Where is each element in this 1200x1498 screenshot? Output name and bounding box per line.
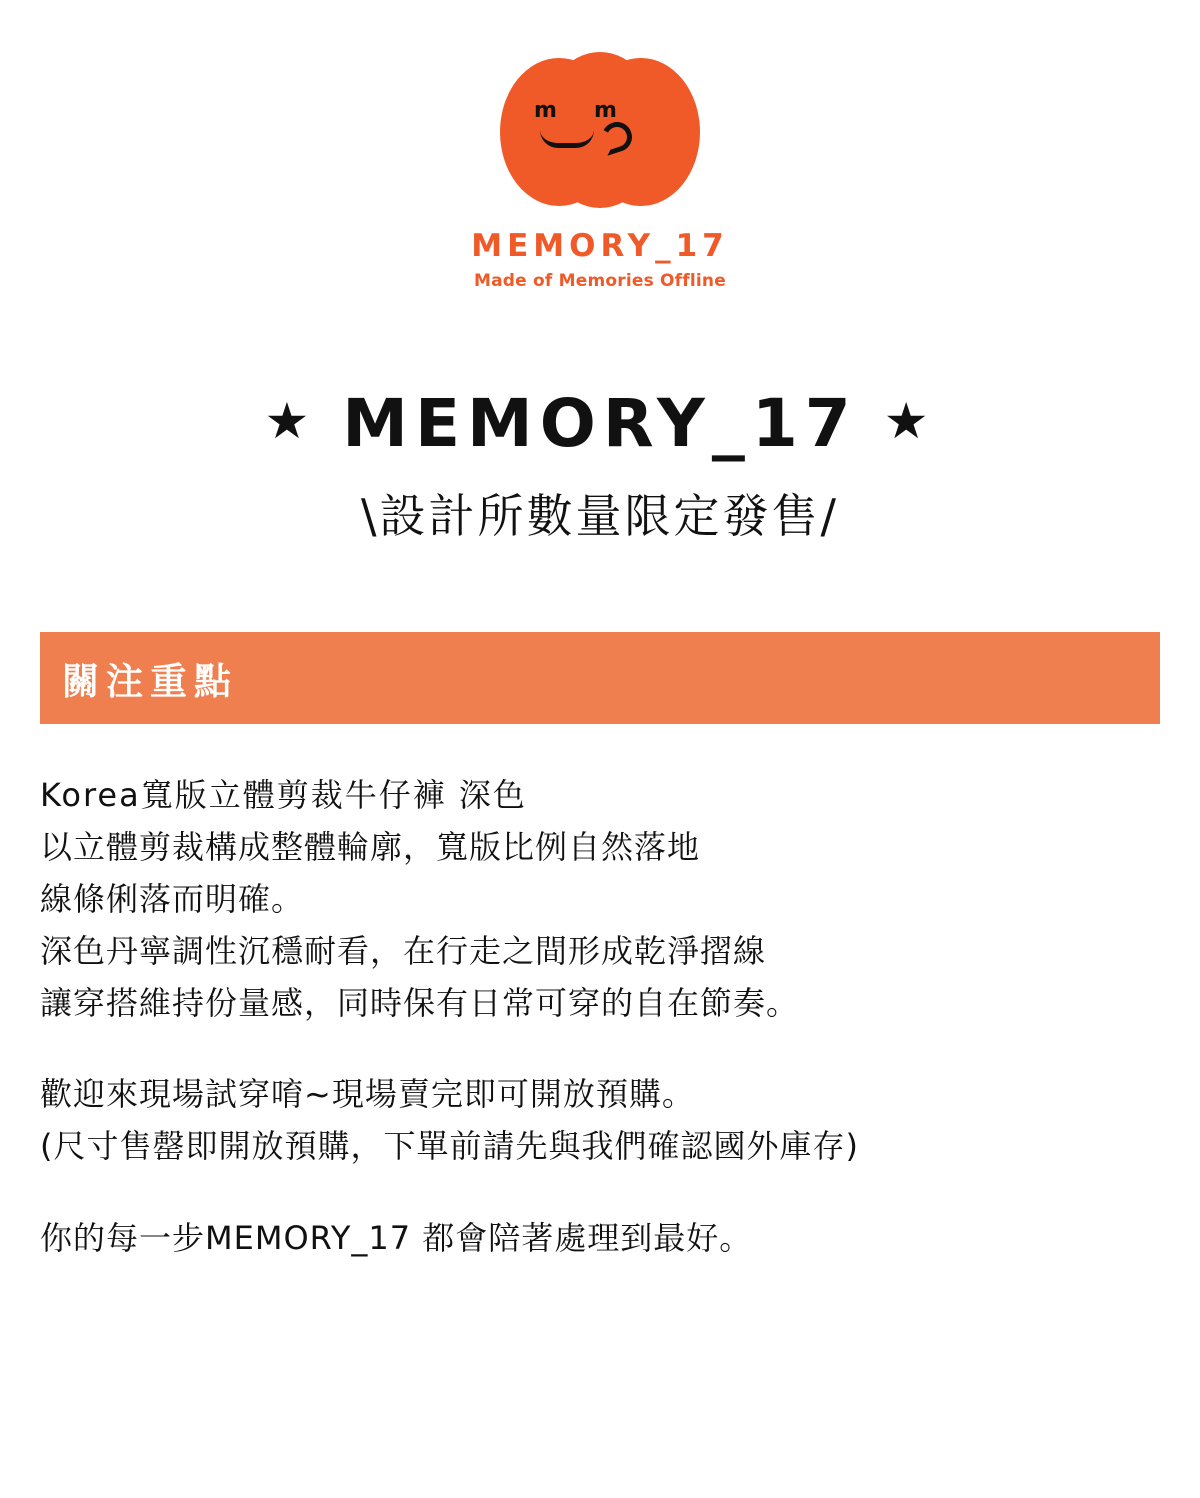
page-title-text: MEMORY_17 (342, 385, 858, 462)
logo-swirl-icon (598, 118, 636, 156)
product-name-line: Korea寬版立體剪裁牛仔褲 深色 (40, 776, 527, 815)
body-line-4: 深色丹寧調性沉穩耐看，在行走之間形成乾淨摺線 (40, 931, 767, 970)
brand-logo-block (0, 0, 1200, 291)
star-left-icon: ★ (264, 391, 317, 450)
logo-tagline: Made of Memories Offline (474, 271, 726, 291)
star-right-icon: ★ (883, 391, 936, 450)
body-copy (40, 770, 1160, 1265)
body-line-3: 線條俐落而明確。 (40, 879, 305, 918)
section-banner-label: 關注重點 (62, 660, 238, 704)
body-line-2: 以立體剪裁構成整體輪廓，寬版比例自然落地 (40, 828, 701, 867)
logo-smile-icon (540, 130, 594, 148)
paragraph-spacer-2 (40, 1173, 1160, 1213)
section-banner (40, 632, 1160, 724)
page-title (0, 385, 1200, 462)
body-line-5: 讓穿搭維持份量感，同時保有日常可穿的自在節奏。 (40, 983, 800, 1022)
logo-face (528, 98, 668, 168)
preorder-line-1: 歡迎來現場試穿唷~現場賣完即可開放預購。 (40, 1075, 695, 1114)
logo-wordmark: MEMORY_17 (471, 228, 729, 264)
preorder-line-2: (尺寸售罄即開放預購，下單前請先與我們確認國外庫存) (40, 1127, 859, 1166)
memory17-blob-logo (500, 52, 700, 214)
logo-eye-right-icon: m (594, 98, 618, 123)
page-subtitle: \設計所數量限定發售/ (361, 489, 839, 544)
page-title-block (0, 385, 1200, 546)
logo-eye-left-icon: m (534, 98, 558, 123)
closing-line: 你的每一步MEMORY_17 都會陪著處理到最好。 (40, 1219, 753, 1258)
paragraph-spacer-1 (40, 1029, 1160, 1069)
